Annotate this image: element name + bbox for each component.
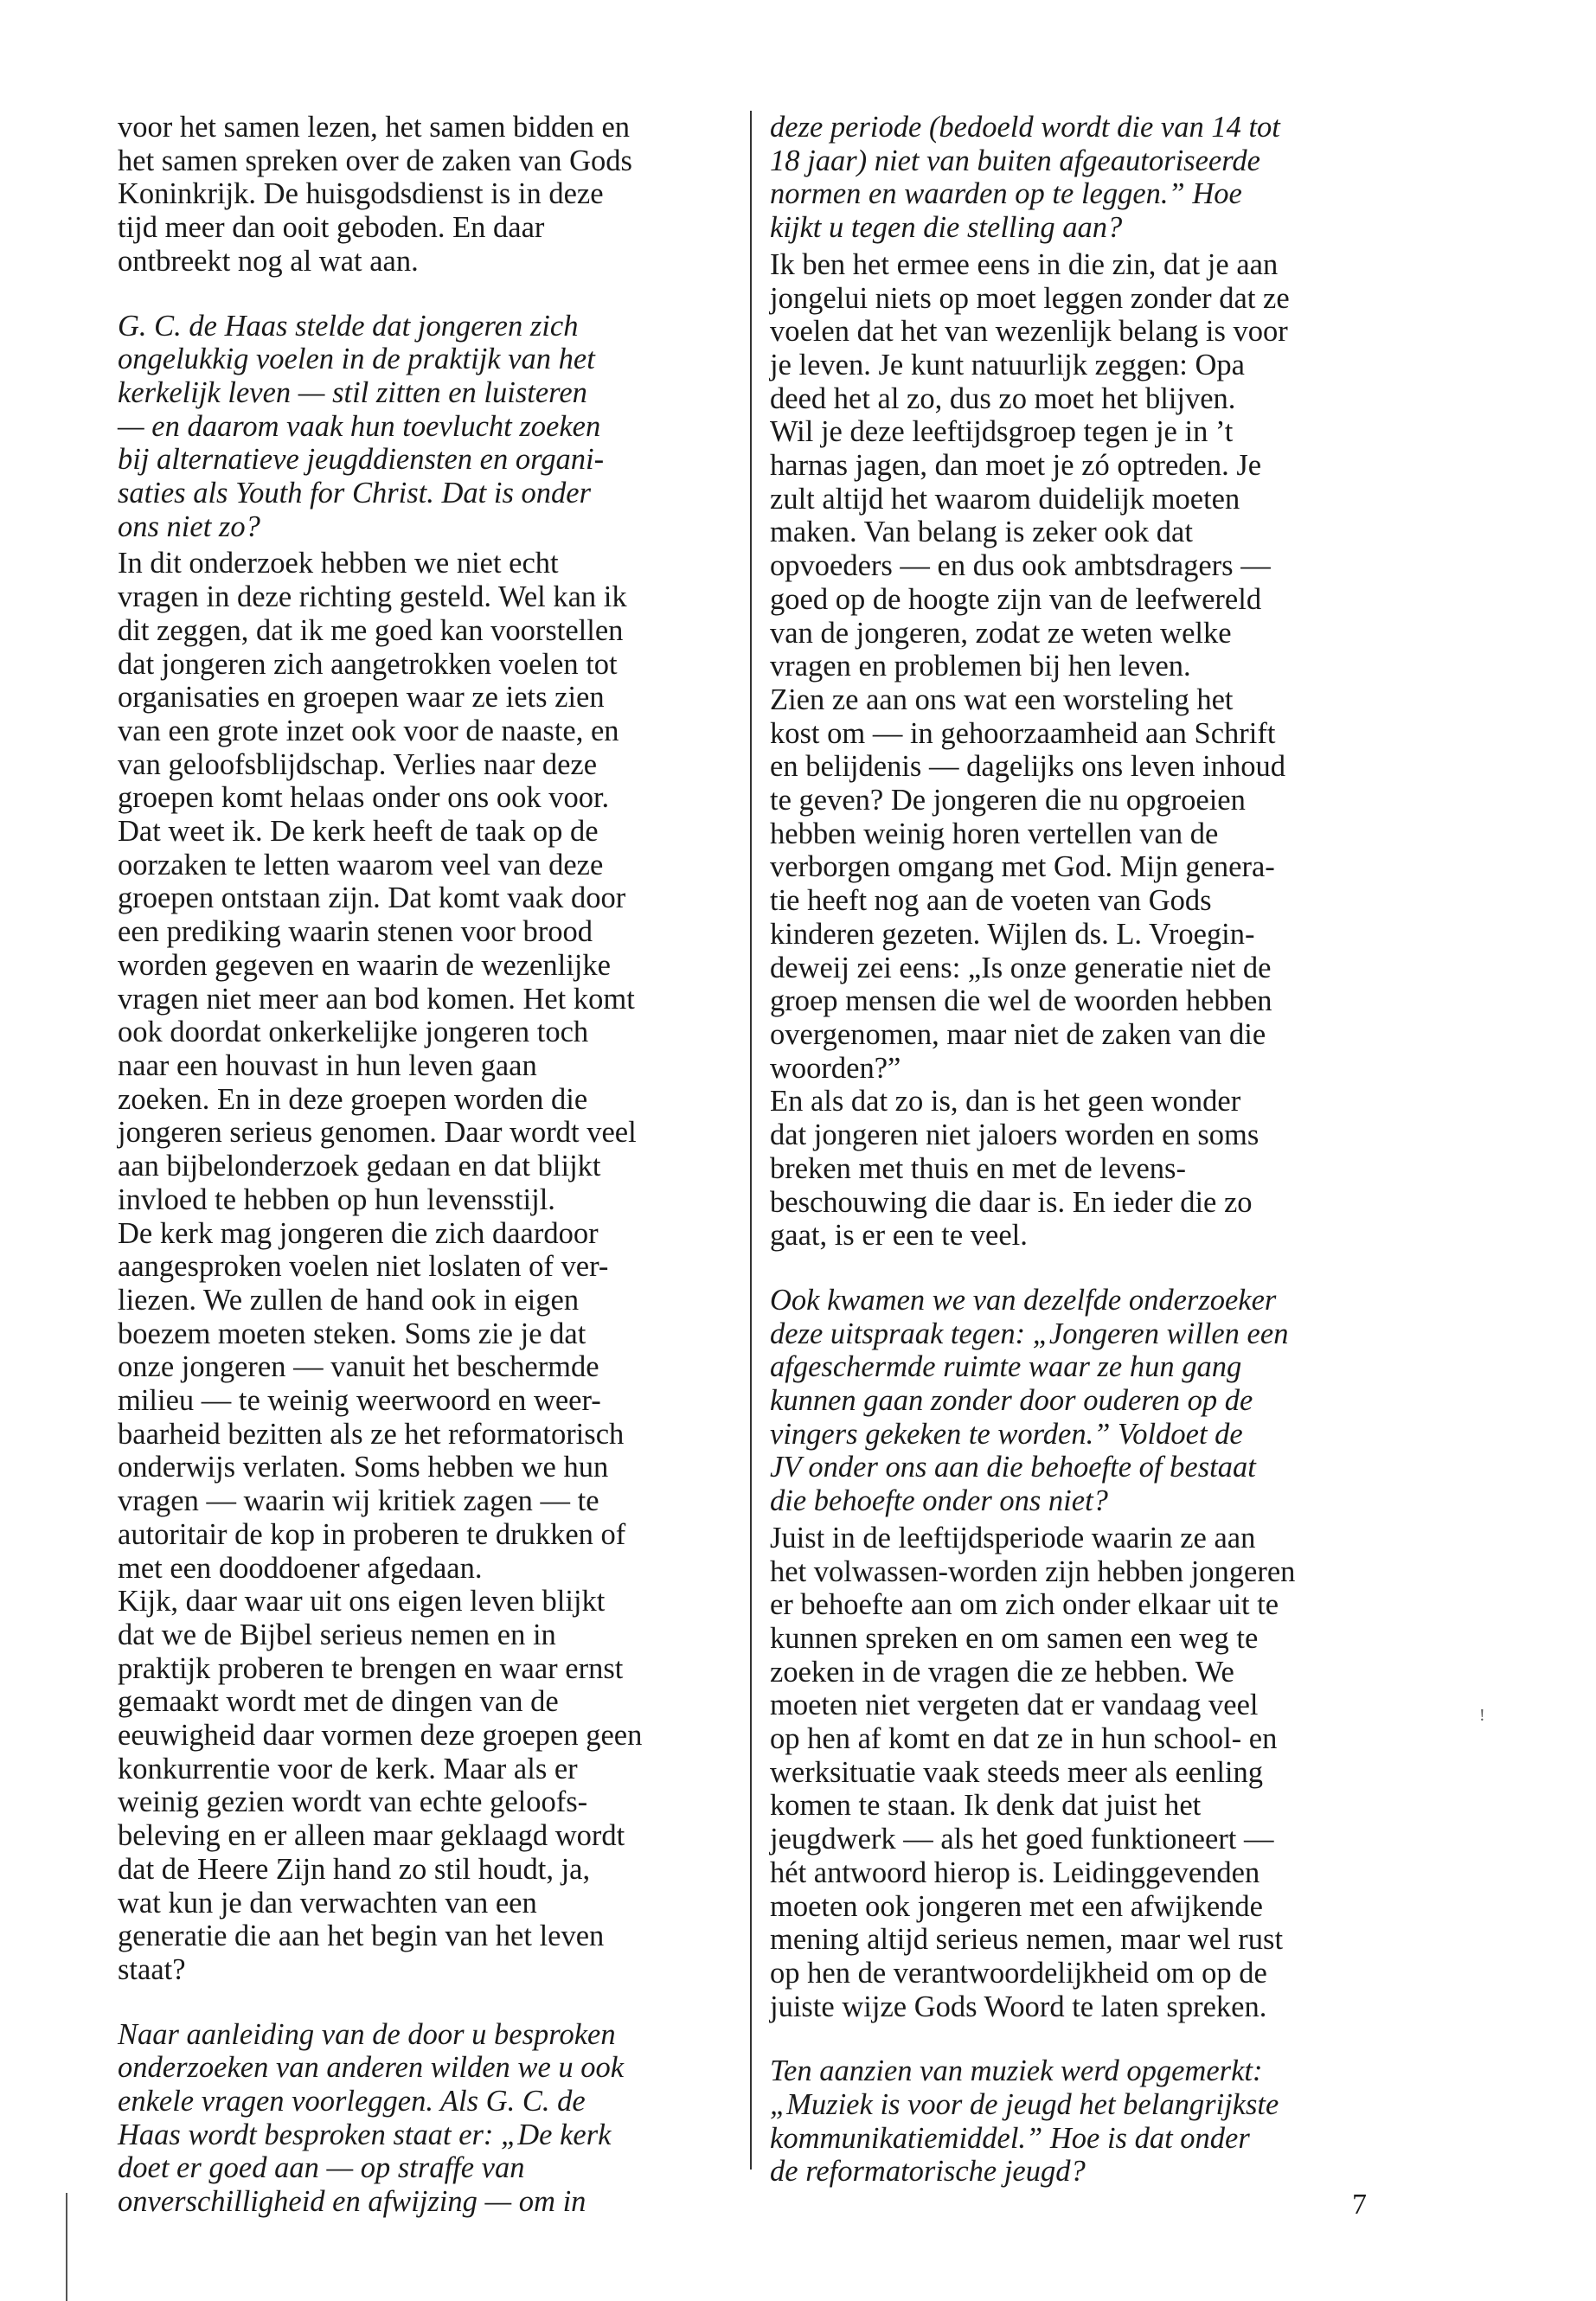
right-question: Ten aanzien van muziek werd opgemerkt: „Muziek is voor de jeugd het belangrijkste kommunikatiemiddel.” Hoe is dat onder de reformatorische jeugd? [770,2054,1279,2189]
right-answer: Juist in de leeftijdsperiode waarin ze aan het volwassen-worden zijn hebben jongeren er behoefte aan om zich onder elkaar uit te kunnen spreken en om samen een weg te zoeken in de vragen die ze hebben. We moeten niet vergeten dat er vandaag veel op hen af komt en dat ze in hun school- en werksituatie vaak steeds meer als eenling komen te staan. Ik denk dat juist het jeugdwerk — als het goed funktioneert — hét antwoord hierop is. Leidinggevenden moeten ook jongeren met een afwijkende mening altijd serieus nemen, maar wel rust op hen de verantwoordelijkheid om op de juiste wijze Gods Woord te laten spreken. [770,1521,1296,2023]
right-question: Ook kwamen we van dezelfde onderzoeker deze uitspraak tegen: „Jongeren willen een afgeschermde ruimte waar ze hun gang kunnen gaan zonder door ouderen op de vingers gekeken te worden.” Voldoet de JV onder ons aan die behoefte of bestaat die behoefte onder ons niet? [770,1283,1289,1518]
right-question-continued: deze periode (bedoeld wordt die van 14 tot 18 jaar) niet van buiten afgeautoriseerde normen en waarden op te leggen.” Hoe kijkt u tegen die stelling aan? [770,111,1280,245]
column-divider [750,111,752,2170]
scan-margin-line [66,2193,67,2301]
scan-speck: ! [1479,1706,1485,1725]
left-question: G. C. de Haas stelde dat jongeren zich ongelukkig voelen in de praktijk van het kerkelijk leven — stil zitten en luisteren — en daarom vaak hun toevlucht zoeken bij alternatieve jeugddiensten en organi- saties als Youth for Christ. Dat is onder ons niet zo? [118,309,605,543]
left-answer: In dit onderzoek hebben we niet echt vragen in deze richting gesteld. Wel kan ik dit zeggen, dat ik me goed kan voorstellen dat jongeren zich aangetrokken voelen tot organisaties en groepen waar ze iets zien van een grote inzet ook voor de naaste, en van geloofsblijdschap. Verlies naar deze groepen komt helaas onder ons ook voor. Dat weet ik. De kerk heeft de taak op de oorzaken te letten waarom veel van deze groepen ontstaan zijn. Dat komt vaak door een prediking waarin stenen voor brood worden gegeven en waarin de wezenlijke vragen niet meer aan bod komen. Het komt ook doordat onkerkelijke jongeren toch naar een houvast in hun leven gaan zoeken. En in deze groepen worden die jongeren serieus genomen. Daar wordt veel aan bijbelonderzoek gedaan en dat blijkt invloed te hebben op hun levensstijl. De kerk mag jongeren die zich daardoor aangesproken voelen niet loslaten of ver- liezen. We zullen de hand ook in eigen boezem moeten steken. Soms zie je dat onze jongeren — vanuit het beschermde milieu — te weinig weerwoord en weer- baarheid bezitten als ze het reformatorisch onderwijs verlaten. Soms hebben we hun vragen — waarin wij kritiek zagen — te autoritair de kop in proberen te drukken of met een dooddoener afgedaan. Kijk, daar waar uit ons eigen leven blijkt dat we de Bijbel serieus nemen en in praktijk proberen te brengen en waar ernst gemaakt wordt met de dingen van de eeuwigheid daar vormen deze groepen geen konkurrentie voor de kerk. Maar als er weinig gezien wordt van echte geloofs- beleving en er alleen maar geklaagd wordt dat de Heere Zijn hand zo stil houdt, ja, wat kun je dan verwachten van een generatie die aan het begin van het leven staat? [118,547,643,1986]
page-number: 7 [1352,2189,1367,2221]
left-paragraph: voor het samen lezen, het samen bidden en het samen spreken over de zaken van Gods Koninkrijk. De huisgodsdienst is in deze tijd meer dan ooit geboden. En daar ontbreekt nog al wat aan. [118,111,632,278]
left-question: Naar aanleiding van de door u besproken onderzoeken van anderen wilden we u ook enkele vragen voorleggen. Als G. C. de Haas wordt besproken staat er: „De kerk doet er goed aan — op straffe van onverschilligheid en afwijzing — om in [118,2017,625,2219]
right-answer: Ik ben het ermee eens in die zin, dat je aan jongelui niets op moet leggen zonder dat ze voelen dat het van wezenlijk belang is voor je leven. Je kunt natuurlijk zeggen: Opa deed het al zo, dus zo moet het blijven. Wil je deze leeftijdsgroep tegen je in ’t harnas jagen, dan moet je zó optreden. Je zult altijd het waarom duidelijk moeten maken. Van belang is zeker ook dat opvoeders — en dus ook ambtsdragers — goed op de hoogte zijn van de leefwereld van de jongeren, zodat ze weten welke vragen en problemen bij hen leven. Zien ze aan ons wat een worsteling het kost om — in gehoorzaamheid aan Schrift en belijdenis — dagelijks ons leven inhoud te geven? De jongeren die nu opgroeien hebben weinig horen vertellen van de verborgen omgang met God. Mijn genera- tie heeft nog aan de voeten van Gods kinderen gezeten. Wijlen ds. L. Vroegin- deweij zei eens: „Is onze generatie niet de groep mensen die wel de woorden hebben overgenomen, maar niet de zaken van die woorden?” En als dat zo is, dan is het geen wonder dat jongeren niet jaloers worden en soms breken met thuis en met de levens- beschouwing die daar is. En ieder die zo gaat, is er een te veel. [770,247,1290,1253]
left-column [118,111,740,2219]
right-column [770,111,1393,2189]
